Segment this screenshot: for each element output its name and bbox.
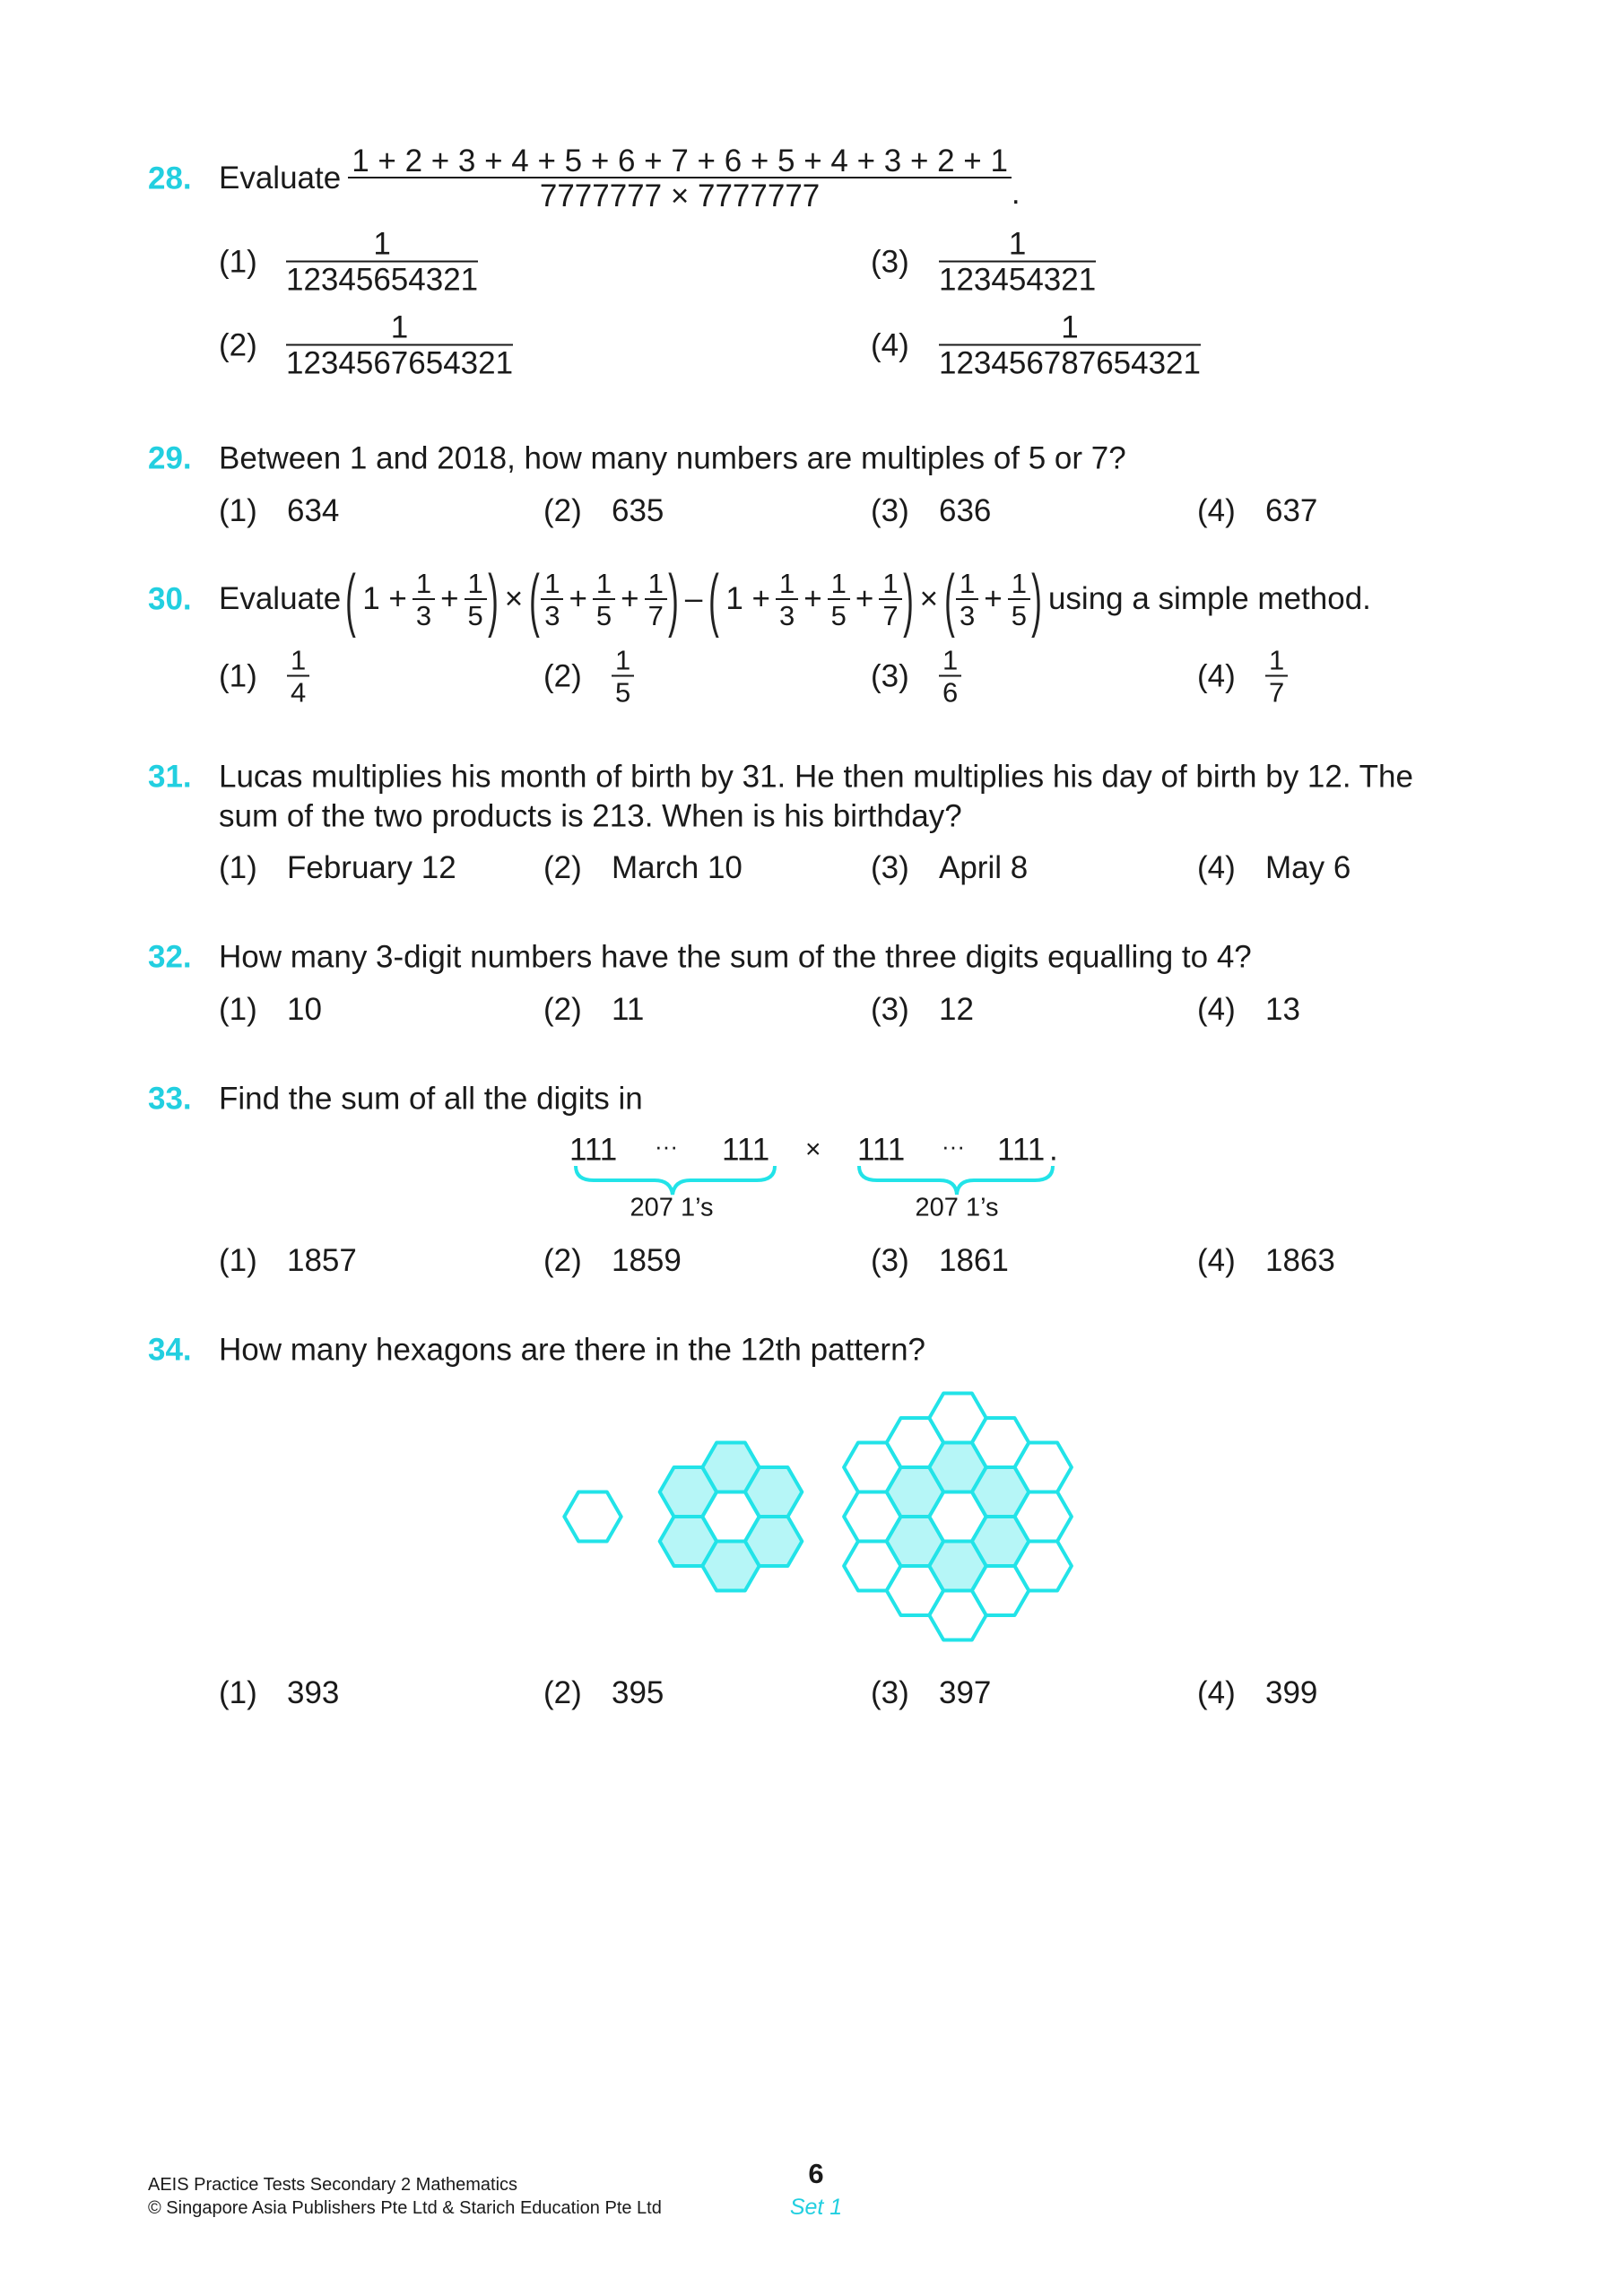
option-label: (2) [219,327,257,362]
option-label: (1) [219,992,257,1027]
operator: – [684,581,703,616]
numerator: 1 [593,570,615,600]
ellipsis: ··· [655,1133,678,1160]
operator: + [621,581,639,616]
option-value: 393 [287,1675,340,1710]
hexagon [1015,1492,1072,1542]
numerator: 1 [1008,570,1030,600]
question-number: 33. [148,1081,192,1117]
footer-copyright: © Singapore Asia Publishers Pte Ltd & Starich Education Pte Ltd [148,2198,662,2218]
denominator: 3 [778,599,795,631]
brace-label: 207 1’s [630,1193,714,1222]
option-label: (1) [219,850,257,885]
denominator: 3 [544,599,560,631]
denominator: 7777777 × 7777777 [539,178,821,213]
set-label: Set 1 [789,2195,843,2220]
option-value: 635 [612,493,664,528]
numerator: 1 [879,570,901,600]
option-label: (3) [871,493,909,528]
denominator: 5 [615,676,631,709]
hexagon [1015,1443,1072,1492]
question-text: sum of the two products is 213. When is his birthday? [219,798,962,834]
option-label: (2) [543,658,582,693]
option-value: 636 [939,493,992,528]
option-value: 395 [612,1675,664,1710]
question-number: 31. [148,759,192,795]
numerator: 1 [939,312,1201,346]
numerator: 1 [413,570,435,600]
option-label: (4) [1197,493,1236,528]
option-label: (4) [871,327,909,362]
numerator: 1 [612,647,634,677]
option-label: (3) [871,1675,909,1710]
option-value: 1863 [1265,1243,1335,1278]
close-paren: ) [902,560,914,639]
option-value: 12 [939,992,974,1027]
denominator: 123456787654321 [939,345,1201,381]
option-value: 397 [939,1675,992,1710]
option-label: (1) [219,1243,257,1278]
question-text: Between 1 and 2018, how many numbers are multiples of 5 or 7? [219,440,1126,476]
question-text: Evaluate [219,161,342,196]
option-value: 634 [287,493,340,528]
denominator: 7 [1269,676,1285,709]
option-label: (3) [871,850,909,885]
option-label: (4) [1197,658,1236,693]
option-label: (1) [219,658,257,693]
operator: × [919,581,939,616]
numerator: 1 [287,647,309,677]
option-value: 399 [1265,1675,1318,1710]
operator: + [803,581,822,616]
option-label: (3) [871,992,909,1027]
question-number: 32. [148,939,192,975]
close-paren: ) [487,560,499,639]
numerator: 1 [286,312,513,346]
option-value: 1857 [287,1243,357,1278]
option-label: (1) [219,493,257,528]
question-text: using a simple method. [1047,581,1371,616]
operator: + [984,581,1003,616]
times-sign: × [805,1135,821,1164]
option-1[interactable] [219,1675,339,1711]
numerator: 1 [286,229,478,263]
hexagon [564,1492,621,1542]
option-label: (2) [543,1243,582,1278]
footer-book-title: AEIS Practice Tests Secondary 2 Mathematics [148,2175,518,2195]
numerator: 1 + 2 + 3 + 4 + 5 + 6 + 7 + 6 + 5 + 4 + 3 + 2 + 1 [348,145,1012,178]
operator: 1 + [362,581,407,616]
denominator: 123454321 [939,262,1097,298]
question-text: Evaluate [219,581,342,616]
factor-end: 111 [997,1132,1046,1168]
operator: + [855,581,874,616]
denominator: 7 [647,599,664,631]
option-label: (2) [543,1675,582,1710]
denominator: 3 [960,599,976,631]
denominator: 1234567654321 [286,345,514,381]
denominator: 12345654321 [286,262,479,298]
option-value: 637 [1265,493,1318,528]
option-label: (4) [1197,1243,1236,1278]
factor-start: 111 [569,1132,618,1168]
option-label: (3) [871,658,909,693]
period: . [1011,176,1020,211]
numerator: 1 [645,570,667,600]
denominator: 7 [882,599,899,631]
close-paren: ) [1031,560,1042,639]
ellipsis: ··· [942,1133,965,1160]
option-label: (2) [543,992,582,1027]
option-value: 11 [612,992,645,1027]
hexagon-pattern-3 [844,1394,1072,1640]
open-paren: ( [708,560,720,639]
hexagon-pattern-1 [564,1492,621,1542]
option-label: (3) [871,244,909,279]
question-text: How many 3-digit numbers have the sum of the three digits equalling to 4? [219,939,1252,975]
numerator: 1 [1265,647,1288,677]
denominator: 4 [291,676,307,709]
page-number: 6 [808,2158,824,2189]
hexagon-shaded [745,1517,802,1566]
hexagon [1015,1542,1072,1591]
open-paren: ( [345,560,357,639]
brace-label: 207 1’s [915,1193,999,1222]
option-value: 1861 [939,1243,1009,1278]
close-paren: ) [668,560,679,639]
open-paren: ( [944,560,955,639]
denominator: 3 [415,599,432,631]
numerator: 1 [956,570,978,600]
numerator: 1 [828,570,850,600]
hexagon-pattern-2 [660,1443,803,1591]
operator: 1 + [725,581,770,616]
factor-start: 111 [857,1132,906,1168]
question-text: Lucas multiplies his month of birth by 31. He then multiplies his day of birth by 12. The [219,759,1413,795]
option-value: April 8 [939,850,1029,885]
factor-end: 111 [722,1132,770,1168]
operator: + [440,581,459,616]
option-value: May 6 [1265,850,1351,885]
hexagon-shaded [745,1467,802,1517]
option-label: (2) [543,493,582,528]
option-value: 1859 [612,1243,682,1278]
option-label: (3) [871,1243,909,1278]
numerator: 1 [939,229,1096,263]
numerator: 1 [776,570,798,600]
option-3[interactable] [871,1675,991,1711]
option-label: (1) [219,244,257,279]
denominator: 5 [830,599,847,631]
option-2[interactable] [543,1675,664,1711]
option-label: (1) [219,1675,257,1710]
option-label: (4) [1197,992,1236,1027]
open-paren: ( [529,560,541,639]
option-label: (4) [1197,850,1236,885]
question-number: 34. [148,1332,192,1368]
operator: + [569,581,587,616]
denominator: 5 [467,599,483,631]
denominator: 5 [595,599,612,631]
option-4[interactable] [1197,1675,1317,1711]
option-label: (4) [1197,1675,1236,1710]
question-number: 29. [148,440,192,476]
question-text: Find the sum of all the digits in [219,1081,643,1117]
option-value: 10 [287,992,322,1027]
denominator: 5 [1011,599,1027,631]
numerator: 1 [541,570,563,600]
numerator: 1 [939,647,961,677]
question-number: 30. [148,581,192,617]
question-number: 28. [148,161,192,196]
numerator: 1 [465,570,487,600]
question-text: How many hexagons are there in the 12th pattern? [219,1332,925,1368]
option-value: March 10 [612,850,743,885]
option-label: (2) [543,850,582,885]
period: . [1049,1132,1058,1168]
option-value: 13 [1265,992,1300,1027]
operator: × [504,581,524,616]
denominator: 6 [942,676,959,709]
option-value: February 12 [287,850,456,885]
